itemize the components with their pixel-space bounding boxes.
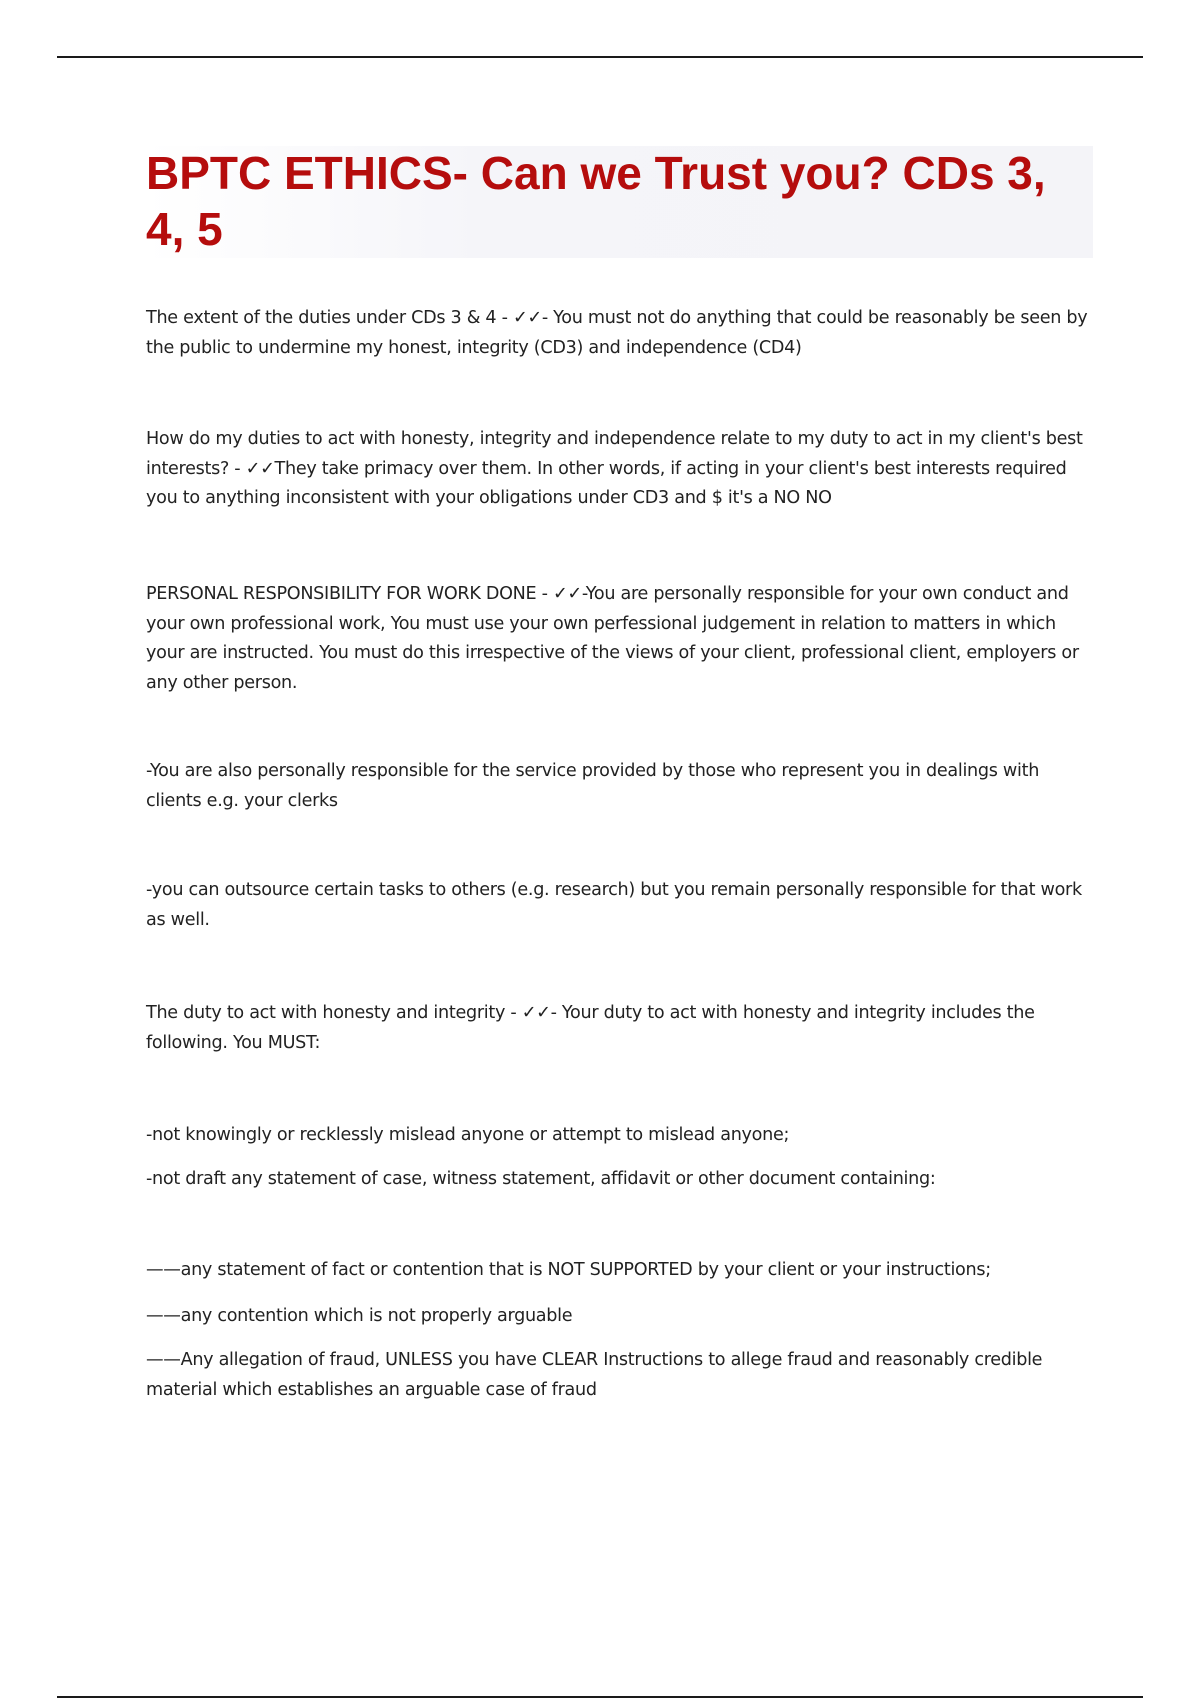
paragraph-honesty-integrity: The duty to act with honesty and integrity - ✓✓- Your duty to act with honesty and integrity includes the following. You MUST:	[146, 1003, 1035, 1053]
top-rule	[57, 56, 1143, 58]
paragraph-not-mislead: -not knowingly or recklessly mislead anyone or attempt to mislead anyone;	[146, 1125, 790, 1145]
paragraph-outsource-tasks: -you can outsource certain tasks to others (e.g. research) but you remain personally responsible for that work as well.	[146, 880, 1082, 930]
paragraph-personal-responsibility: PERSONAL RESPONSIBILITY FOR WORK DONE - ✓✓-You are personally responsible for your own conduct and your own professional work, You must use your own perfessional judgement in relation to matters in which your are instructed. You must do this irrespective of the views of your client, professional client, employers or any other person.	[146, 584, 1079, 693]
paragraph-fraud-allegation: ——Any allegation of fraud, UNLESS you have CLEAR Instructions to allege fraud and reasonably credible material which establishes an arguable case of fraud	[146, 1350, 1043, 1400]
paragraph-unsupported-fact: ——any statement of fact or contention that is NOT SUPPORTED by your client or your instructions;	[146, 1260, 991, 1280]
paragraph-not-draft: -not draft any statement of case, witness statement, affidavit or other document containing:	[146, 1169, 936, 1189]
page-title: BPTC ETHICS- Can we Trust you? CDs 3, 4, 5	[146, 147, 1046, 255]
paragraph-extent-of-duties: The extent of the duties under CDs 3 & 4 - ✓✓- You must not do anything that could be reasonably be seen by the public to undermine my honest, integrity (CD3) and independence (CD4)	[146, 308, 1088, 358]
bottom-rule	[57, 1696, 1143, 1698]
paragraph-service-responsibility: -You are also personally responsible for the service provided by those who represent you in dealings with clients e.g. your clerks	[146, 761, 1040, 811]
paragraph-duties-relation: How do my duties to act with honesty, integrity and independence relate to my duty to act in my client's best interests? - ✓✓They take primacy over them. In other words, if acting in your client's best interests required you to anything inconsistent with your obligations under CD3 and $ it's a NO NO	[146, 429, 1083, 508]
paragraph-not-arguable: ——any contention which is not properly arguable	[146, 1306, 573, 1326]
